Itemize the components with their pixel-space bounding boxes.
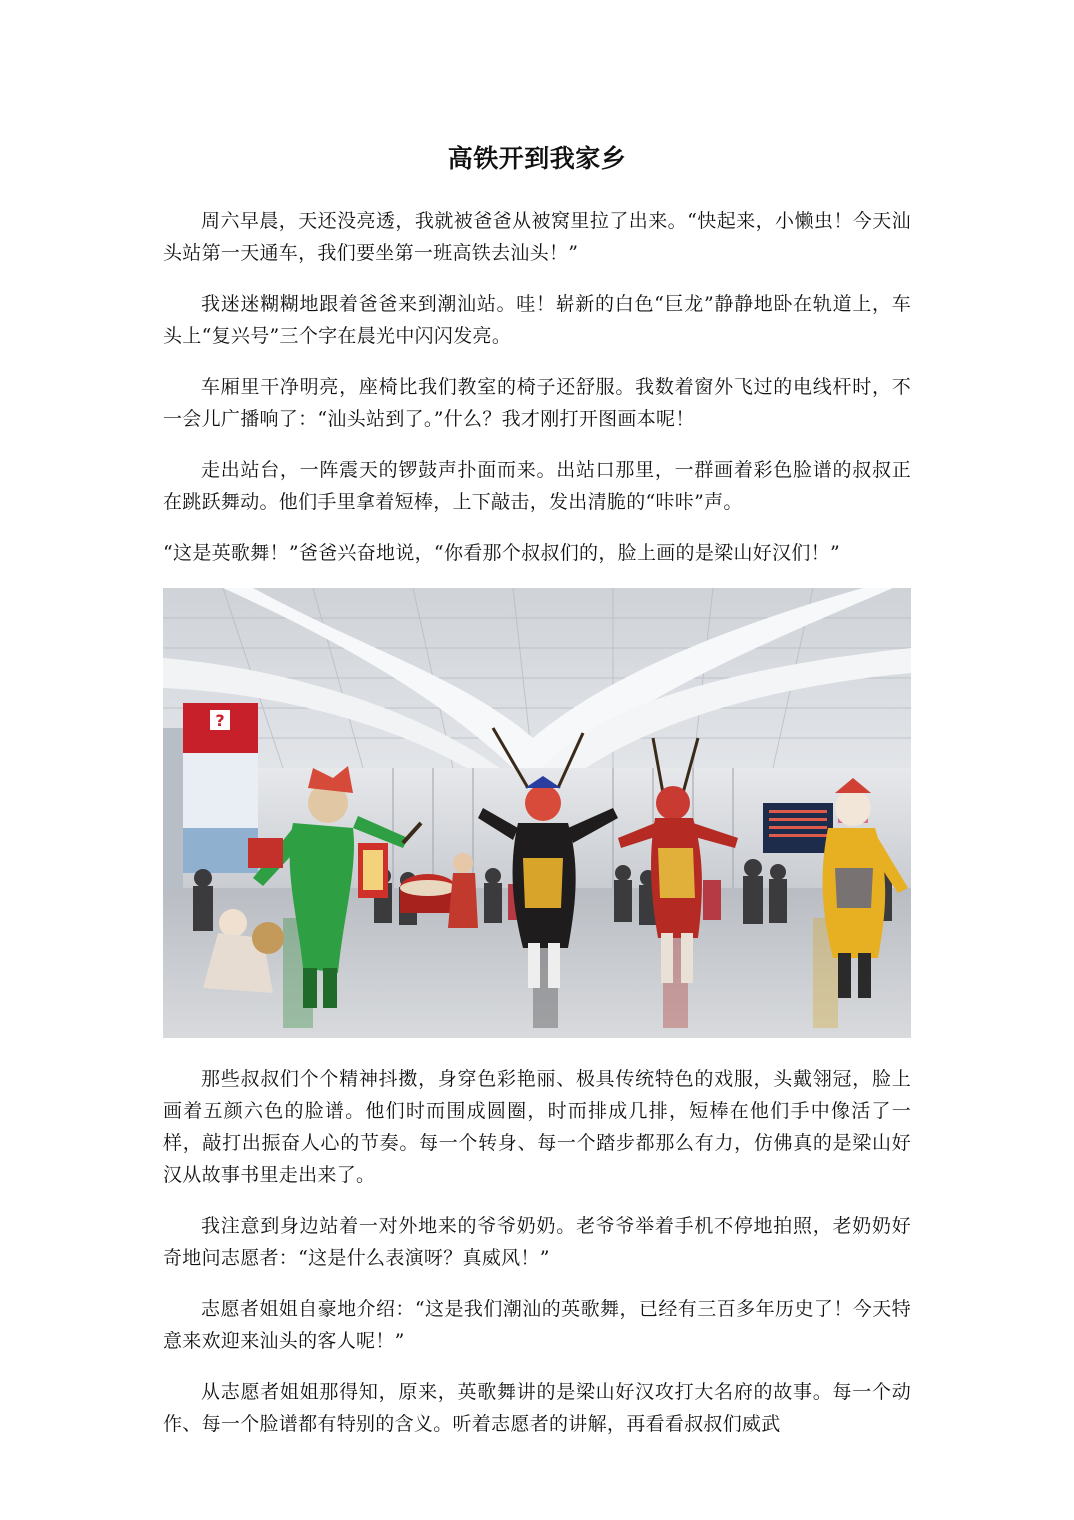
paragraph-8: 从志愿者姐姐那得知，原来，英歌舞讲的是梁山好汉攻打大名府的故事。每一个动作、每一个脸谱都有特别的含义。听着志愿者的讲解，再看看叔叔们威武 [163, 1381, 911, 1435]
paragraph-6: 我注意到身边站着一对外地来的爷爷奶奶。老爷爷举着手机不停地拍照，老奶奶好奇地问志愿者：“这是什么表演呀？真威风！” [163, 1215, 911, 1269]
page-title: 高铁开到我家乡 [447, 144, 627, 173]
photo-illustration [163, 588, 911, 1038]
article-body [163, 205, 911, 1459]
paragraph-2: 我迷迷糊糊地跟着爸爸来到潮汕站。哇！崭新的白色“巨龙”静静地卧在轨道上，车头上“复兴号”三个字在晨光中闪闪发亮。 [163, 293, 911, 347]
paragraph-3: 车厢里干净明亮，座椅比我们教室的椅子还舒服。我数着窗外飞过的电线杆时，不一会儿广播响了：“汕头站到了。”什么？我才刚打开图画本呢！ [163, 376, 911, 430]
paragraph-5: 那些叔叔们个个精神抖擞，身穿色彩艳丽、极具传统特色的戏服，头戴翎冠，脸上画着五颜六色的脸谱。他们时而围成圆圈，时而排成几排，短棒在他们手中像活了一样，敲打出振奋人心的节奏。每一个转身、每一个踏步都那么有力，仿佛真的是梁山好汉从故事书里走出来了。 [163, 1068, 911, 1186]
paragraph-1: 周六早晨，天还没亮透，我就被爸爸从被窝里拉了出来。“快起来，小懒虫！今天汕头站第一天通车，我们要坐第一班高铁去汕头！” [163, 210, 911, 264]
info-sign-glyph: ? [215, 711, 225, 730]
yingge-dance-photo [163, 588, 911, 1038]
quote-paragraph: “这是英歌舞！”爸爸兴奋地说，“你看那个叔叔们的，脸上画的是梁山好汉们！” [163, 542, 840, 564]
paragraph-4: 走出站台，一阵震天的锣鼓声扑面而来。出站口那里，一群画着彩色脸谱的叔叔正在跳跃舞动。他们手里拿着短棒，上下敲击，发出清脆的“咔咔”声。 [163, 459, 911, 513]
paragraph-7: 志愿者姐姐自豪地介绍：“这是我们潮汕的英歌舞，已经有三百多年历史了！今天特意来欢迎来汕头的客人呢！” [163, 1298, 911, 1352]
